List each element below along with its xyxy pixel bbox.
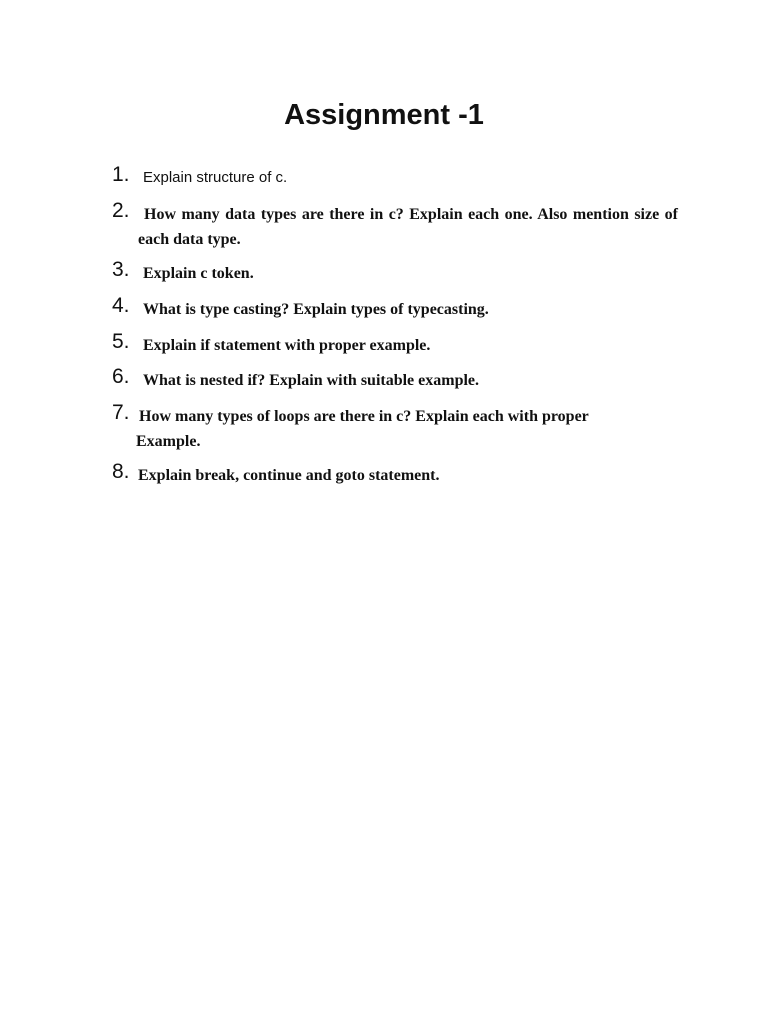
question-number: 4. <box>112 294 130 317</box>
question-item-1 <box>112 163 682 190</box>
question-text: Explain c token. <box>143 265 254 282</box>
question-item-5 <box>112 330 682 358</box>
question-number: 6. <box>112 365 130 388</box>
question-number: 1. <box>112 163 130 186</box>
page-title: Assignment -1 <box>284 99 484 131</box>
question-number: 8. <box>112 460 130 483</box>
question-number: 3. <box>112 258 130 281</box>
question-item-4 <box>112 294 682 322</box>
question-item-7 <box>112 401 682 454</box>
question-text: Explain break, continue and goto statement. <box>138 467 440 484</box>
question-number: 5. <box>112 330 130 353</box>
question-text: Explain structure of c. <box>143 169 288 186</box>
question-number: 7. <box>112 401 130 424</box>
question-text: How many types of loops are there in c? Explain each with proper Example. <box>136 408 589 450</box>
question-text: What is nested if? Explain with suitable example. <box>143 372 480 389</box>
question-number: 2. <box>112 199 130 222</box>
question-item-8 <box>112 460 682 488</box>
question-text: Explain if statement with proper example. <box>143 337 431 354</box>
question-item-6 <box>112 365 682 393</box>
question-text: How many data types are there in c? Explain each one. Also mention size of each data type. <box>138 206 678 248</box>
question-text: What is type casting? Explain types of typecasting. <box>143 301 489 318</box>
question-item-2 <box>112 199 682 252</box>
question-item-3 <box>112 258 682 286</box>
